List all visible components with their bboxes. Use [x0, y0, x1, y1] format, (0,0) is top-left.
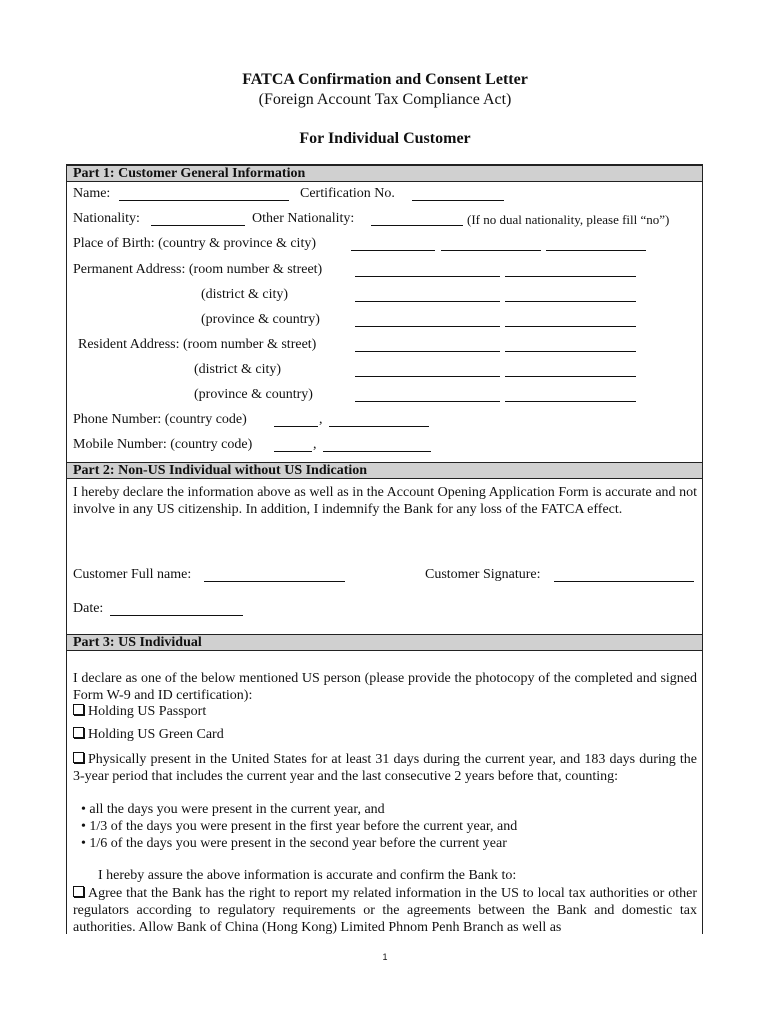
document-subtitle: (Foreign Account Tax Compliance Act) [258, 91, 512, 108]
certification-field[interactable] [412, 200, 504, 201]
part2-declaration: I hereby declare the information above as well as in the Account Opening Application Form is accurate and not involve in any US citizenship. In addition, I indemnify the Bank for any loss of the FATCA effect. [73, 485, 697, 517]
option-physically-present[interactable] [73, 751, 697, 785]
resident-province-label: (province & country) [194, 387, 313, 402]
permanent-district-field-2[interactable] [505, 301, 636, 302]
dual-nationality-note: (If no dual nationality, please fill “no”) [467, 212, 670, 227]
part3-intro: I declare as one of the below mentioned US person (please provide the photocopy of the completed and signed Form W-9 and ID certification): [73, 671, 697, 703]
signature-field[interactable] [554, 581, 694, 582]
name-label: Name: [73, 186, 111, 201]
resident-province-field-1[interactable] [355, 401, 500, 402]
form-audience: For Individual Customer [299, 130, 471, 147]
part2-heading: Part 2: Non-US Individual without US Indication [67, 462, 702, 479]
bullet-second-year: • 1/6 of the days you were present in the second year before the current year [81, 836, 507, 851]
resident-district-label: (district & city) [194, 362, 282, 377]
title-block [0, 70, 770, 149]
present-checkbox[interactable] [73, 752, 84, 763]
permanent-district-label: (district & city) [201, 287, 289, 302]
option-agree-reporting[interactable] [73, 885, 697, 936]
resident-province-field-2[interactable] [505, 401, 636, 402]
mobile-number-field[interactable] [323, 451, 431, 452]
passport-label: Holding US Passport [88, 704, 207, 719]
passport-checkbox[interactable] [73, 704, 84, 715]
permanent-district-field-1[interactable] [355, 301, 500, 302]
part1-heading: Part 1: Customer General Information [67, 165, 702, 182]
permanent-street-field-1[interactable] [355, 276, 500, 277]
mobile-comma: , [313, 437, 317, 452]
phone-comma: , [319, 412, 323, 427]
green-card-label: Holding US Green Card [88, 727, 224, 742]
mobile-country-code-field[interactable] [274, 451, 312, 452]
agree-checkbox[interactable] [73, 886, 84, 897]
resident-street-field-2[interactable] [505, 351, 636, 352]
bullet-current-year: • all the days you were present in the current year, and [81, 802, 385, 817]
resident-district-field-1[interactable] [355, 376, 500, 377]
part3-heading: Part 3: US Individual [67, 634, 702, 651]
resident-district-field-2[interactable] [505, 376, 636, 377]
birth-city-field[interactable] [546, 250, 646, 251]
birth-province-field[interactable] [441, 250, 541, 251]
permanent-province-field-2[interactable] [505, 326, 636, 327]
phone-country-code-field[interactable] [274, 426, 318, 427]
assurance-text: I hereby assure the above information is accurate and confirm the Bank to: [98, 868, 517, 883]
other-nationality-field[interactable] [371, 225, 463, 226]
permanent-address-label: Permanent Address: (room number & street) [73, 262, 323, 277]
nationality-field[interactable] [151, 225, 245, 226]
resident-address-label: Resident Address: (room number & street) [78, 337, 317, 352]
permanent-province-field-1[interactable] [355, 326, 500, 327]
date-label: Date: [73, 601, 104, 616]
option-us-green-card[interactable] [73, 727, 224, 743]
phone-label: Phone Number: (country code) [73, 412, 247, 427]
mobile-label: Mobile Number: (country code) [73, 437, 253, 452]
present-label: Physically present in the United States for at least 31 days during the current year, and 183 days during the 3-year period that includes the current year and the last consecutive 2 years before that, counting: [73, 752, 697, 784]
name-field[interactable] [119, 200, 289, 201]
nationality-label: Nationality: [73, 211, 140, 226]
green-card-checkbox[interactable] [73, 727, 84, 738]
page-number: 1 [382, 952, 388, 962]
birth-place-label: Place of Birth: (country & province & city) [73, 236, 316, 251]
bullet-first-year: • 1/3 of the days you were present in the first year before the current year, and [81, 819, 518, 834]
date-field[interactable] [110, 615, 243, 616]
resident-street-field-1[interactable] [355, 351, 500, 352]
other-nationality-label: Other Nationality: [252, 211, 355, 226]
permanent-province-label: (province & country) [201, 312, 320, 327]
phone-number-field[interactable] [329, 426, 429, 427]
birth-country-field[interactable] [351, 250, 435, 251]
document-title: FATCA Confirmation and Consent Letter [242, 71, 528, 88]
full-name-field[interactable] [204, 581, 345, 582]
certification-label: Certification No. [300, 186, 395, 201]
signature-label: Customer Signature: [425, 567, 541, 582]
agree-label: Agree that the Bank has the right to report my related information in the US to local tax authorities or other regulators according to regulatory requirements or the agreements between the Bank and domestic tax authorities. Allow Bank of China (Hong Kong) Limited Phnom Penh Branch as well as [73, 886, 697, 935]
permanent-street-field-2[interactable] [505, 276, 636, 277]
fatca-form [66, 164, 703, 934]
full-name-label: Customer Full name: [73, 567, 192, 582]
option-us-passport[interactable] [73, 704, 206, 720]
